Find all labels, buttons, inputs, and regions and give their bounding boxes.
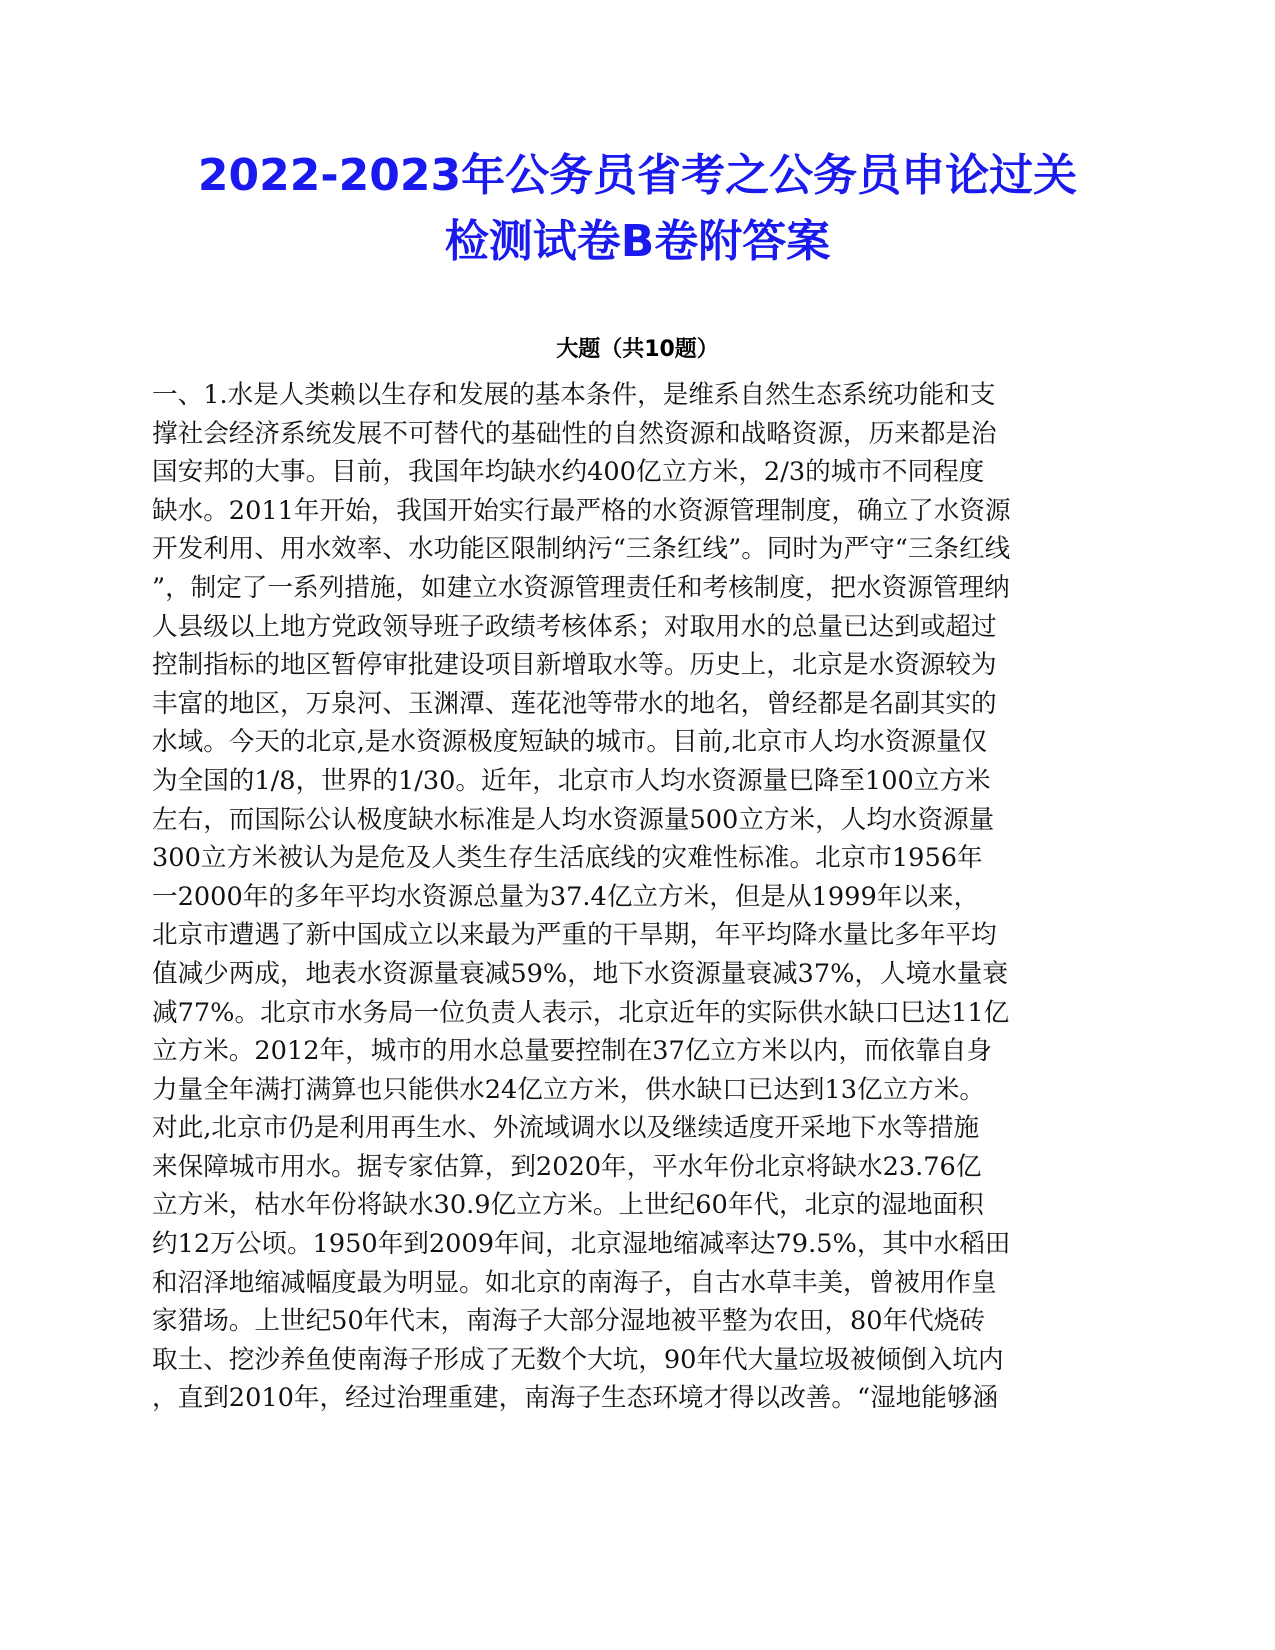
body-line: 取土、挖沙养鱼使南海子形成了无数个大坑，90年代大量垃圾被倾倒入坑内	[152, 1344, 1004, 1375]
document-title	[110, 143, 1165, 275]
body-line: 控制指标的地区暂停审批建设项目新增取水等。历史上，北京是水资源较为	[152, 650, 997, 681]
body-line: 水域。今天的北京,是水资源极度短缺的城市。目前,北京市人均水资源量仅	[152, 727, 988, 758]
body-line: ”，制定了一系列措施，如建立水资源管理责任和考核制度，把水资源管理纳	[152, 572, 1010, 603]
body-line: 家猎场。上世纪50年代末，南海子大部分湿地被平整为农田，80年代烧砖	[152, 1306, 985, 1337]
body-line: 立方米。2012年，城市的用水总量要控制在37亿立方米以内，而依靠自身	[152, 1036, 992, 1067]
body-line: 北京市遭遇了新中国成立以来最为严重的干旱期，年平均降水量比多年平均	[152, 920, 997, 951]
body-line: 为全国的1/8，世界的1/30。近年，北京市人均水资源量巳降至100立方米	[152, 765, 991, 796]
body-line: 丰富的地区，万泉河、玉渊潭、莲花池等带水的地名，曾经都是名副其实的	[152, 688, 997, 719]
title-line-1: 2022-2023年公务员省考之公务员申论过关	[197, 150, 1078, 201]
body-line: 缺水。2011年开始，我国开始实行最严格的水资源管理制度，确立了水资源	[152, 495, 1011, 526]
body-line: 一、1.水是人类赖以生存和发展的基本条件，是维系自然生态系统功能和支	[152, 380, 996, 410]
body-line: 立方米，枯水年份将缺水30.9亿立方米。上世纪60年代，北京的湿地面积	[152, 1190, 984, 1221]
title-line-2: 检测试卷B卷附答案	[444, 216, 831, 267]
body-line: ，直到2010年，经过治理重建，南海子生态环境才得以改善。“湿地能够涵	[152, 1383, 999, 1414]
body-line: 对此,北京市仍是利用再生水、外流域调水以及继续适度开采地下水等措施	[152, 1113, 980, 1144]
body-line: 来保障城市用水。据专家估算，到2020年，平水年份北京将缺水23.76亿	[152, 1151, 982, 1182]
body-line: 和沼泽地缩减幅度最为明显。如北京的南海子，自古水草丰美，曾被用作皇	[152, 1267, 997, 1298]
body-line: 300立方米被认为是危及人类生存生活底线的灾难性标准。北京市1956年	[152, 843, 983, 874]
body-line: 开发利用、用水效率、水功能区限制纳污“三条红线”。同时为严守“三条红线	[152, 534, 1011, 565]
body-line: 人县级以上地方党政领导班子政绩考核体系；对取用水的总量已达到或超过	[152, 611, 997, 642]
body-line: 一2000年的多年平均水资源总量为37.4亿立方米，但是从1999年以来，	[152, 881, 980, 912]
body-line: 减77%。北京市水务局一位负责人表示，北京近年的实际供水缺口巳达11亿	[152, 997, 1010, 1028]
body-line: 左右，而国际公认极度缺水标准是人均水资源量500立方米，人均水资源量	[152, 804, 995, 835]
body-line: 约12万公顷。1950年到2009年间，北京湿地缩减率达79.5%，其中水稻田	[152, 1229, 1011, 1260]
body-line: 值减少两成，地表水资源量衰减59%，地下水资源量衰减37%，人境水量衰	[152, 958, 1008, 989]
section-heading: 大题（共10题）	[556, 337, 719, 362]
question-body	[152, 376, 1142, 1418]
body-line: 撑社会经济系统发展不可替代的基础性的自然资源和战略资源，历来都是治	[152, 418, 997, 449]
body-line: 国安邦的大事。目前，我国年均缺水约400亿立方米，2/3的城市不同程度	[152, 457, 985, 488]
body-line: 力量全年满打满算也只能供水24亿立方米，供水缺口已达到13亿立方米。	[152, 1074, 985, 1105]
